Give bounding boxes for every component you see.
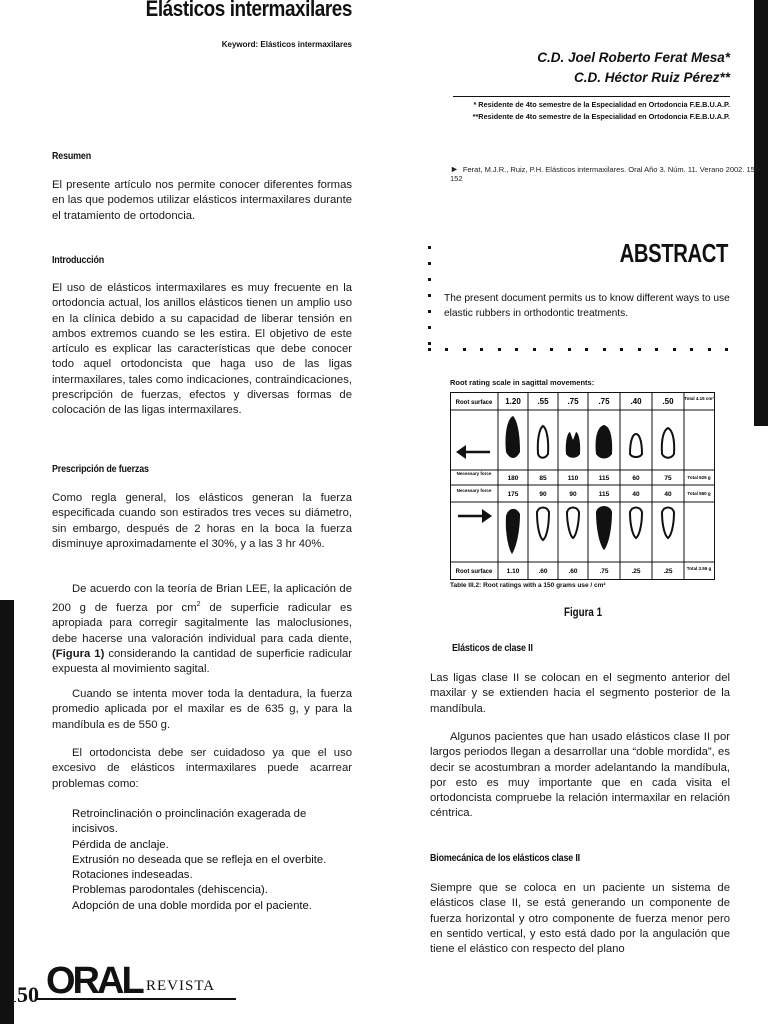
author-1: C.D. Joel Roberto Ferat Mesa* (537, 50, 730, 65)
abstract-heading: ABSTRACT (619, 238, 728, 268)
prescripcion-p2 (52, 582, 352, 678)
prescripcion-p2-b: de superficie radicular es apropiada para corregir sagitalmente las maloclusiones, debe hacerse una valoración individual para cada diente, (52, 602, 352, 645)
lower-force: 90 (569, 491, 577, 498)
affiliation-2: **Residente de 4to semestre de la Especialidad en Ortodoncia F.E.B.U.A.P. (472, 112, 730, 121)
bottom-value: .25 (631, 568, 641, 575)
prescripcion-p2-a: De acuerdo con la teoría de Brian LEE, la aplicación de 200 g de fuerza por cm (52, 583, 352, 615)
prescripcion-p1: Como regla general, los elásticos generan la fuerza especificada cuando son estirados tres veces su diámetro, sin embargo, después de 2 horas en la boca la fuerza disminuye aproximadamente el 30%, y a las 3 hr 40%. (52, 492, 352, 550)
upper-force: 60 (632, 475, 640, 482)
oral-logo: ORAL (46, 960, 142, 1002)
necessary-force-label-2: Necessary force (456, 488, 492, 493)
citation-text: Ferat, M.J.R., Ruiz, P.H. Elásticos intermaxilares. Oral Año 3. Núm. 11. Verano 2002. 150-152 (450, 165, 762, 183)
page-number: 150 (6, 982, 39, 1007)
lower-force: 115 (598, 491, 610, 498)
upper-force: 85 (539, 475, 547, 482)
lower-force: 40 (632, 491, 640, 498)
table-caption: Table III.2: Root ratings with a 150 grams use / cm² (450, 582, 606, 589)
keyword-line: Keyword: Elásticos intermaxilares (221, 40, 352, 49)
clase2-p2: Algunos pacientes que han usado elásticos clase II por largos periodos llegan a desarrollar una “doble mordida”, es decir se acostumbran a morder adelantando la mandíbula, por esto es muy importante que en cada visita el ortodoncista compruebe la relación intermaxilar en relación céntrica. (430, 731, 730, 820)
figure-caption: Root rating scale in sagittal movements: (450, 378, 595, 387)
bottom-value: .75 (599, 568, 609, 575)
lower-total: Total 550 g (687, 491, 711, 496)
list-item: Retroinclinación o proinclinación exagerada de incisivos. (72, 808, 307, 836)
top-value: 1.20 (505, 397, 521, 406)
top-value: .55 (537, 397, 549, 406)
root-rating-table (450, 392, 715, 580)
citation (450, 164, 768, 183)
left-arrow-icon (456, 445, 490, 459)
top-total: Total 4.15 cm² (684, 396, 714, 401)
lower-force: 175 (507, 491, 519, 498)
top-value: .50 (662, 397, 674, 406)
abstract-dots-horizontal (428, 348, 728, 354)
prescripcion-heading: Prescripción de fuerzas (52, 463, 149, 475)
bottom-value: .60 (568, 568, 578, 575)
bottom-total: Total 3.55 g (686, 566, 712, 571)
list-item: Adopción de una doble mordida por el paciente. (72, 899, 312, 912)
author-rule (453, 96, 730, 97)
upper-force: 180 (507, 475, 519, 482)
upper-total: Total 625 g (687, 475, 711, 480)
upper-force: 75 (664, 475, 672, 482)
problems-list (72, 807, 352, 914)
intro-text: El uso de elásticos intermaxilares es muy frecuente en la ortodoncia actual, los anillos elásticos tienen un amplio uso en la clínica debido a su capacidad de liberar tensión en ambos extremos cuando se les estira. El objetivo de este artículo es explicar las características que debe conocer todo aquel ortodoncista que haga uso de las ligas intermaxilares, tales como indicaciones, contraindicaciones, prescripción de fuerzas, efectos y diversas formas de colocación de las ligas intermaxilares. (52, 282, 352, 417)
prescripcion-p4: El ortodoncista debe ser cuidadoso ya que el uso excesivo de elásticos intermaxilares puede acarrear problemas como: (52, 747, 352, 790)
bottom-value: .60 (538, 568, 548, 575)
prescripcion-p2-c: considerando la cantidad de superficie radicular expuesta al movimiento sagital. (52, 647, 352, 676)
top-value: .40 (630, 397, 642, 406)
prescripcion-p3: Cuando se intenta mover toda la dentadura, la fuerza promedio aplicada por el maxilar es de 635 g, y para la mandíbula es de 550 g. (52, 688, 352, 731)
upper-force: 110 (567, 475, 579, 482)
lower-force: 90 (539, 491, 547, 498)
figura-reference: (Figura 1) (52, 647, 105, 660)
clase2-p1: Las ligas clase II se colocan en el segmento anterior del maxilar y se extienden hacia el segmento posterior de la mandíbula. (430, 672, 730, 715)
bottom-row-label: Root surface (455, 569, 493, 575)
right-arrow-icon (458, 509, 492, 523)
list-item: Rotaciones indeseadas. (72, 869, 193, 882)
list-item: Extrusión no deseada que se refleja en el overbite. (72, 853, 327, 866)
right-edge-tab (754, 0, 768, 426)
author-2: C.D. Héctor Ruiz Pérez** (573, 70, 730, 85)
intro-heading: Introducción (52, 254, 105, 266)
top-row-label: Root surface (455, 400, 493, 406)
clase2-heading: Elásticos de clase II (452, 642, 533, 654)
top-value: .75 (567, 397, 579, 406)
list-item: Problemas parodontales (dehiscencia). (72, 884, 268, 897)
upper-teeth-icons (505, 416, 674, 459)
bottom-value: 1.10 (506, 568, 520, 575)
arrow-icon: ► (450, 164, 459, 174)
resumen-heading: Resumen (52, 150, 91, 162)
upper-force: 115 (598, 475, 610, 482)
biomecanica-heading: Biomecánica de los elásticos clase II (430, 852, 580, 864)
abstract-text: The present document permits us to know different ways to use elastic rubbers in orthodontic treatments. (444, 293, 730, 319)
abstract-dots-vertical (428, 246, 434, 358)
left-edge-tab (0, 600, 14, 1024)
cm2-superscript: 2 (196, 601, 201, 609)
figura-label: Figura 1 (564, 607, 603, 619)
bottom-value: .25 (663, 568, 673, 575)
lower-force: 40 (664, 491, 672, 498)
affiliation-1: * Residente de 4to semestre de la Especialidad en Ortodoncia F.E.B.U.A.P. (473, 100, 730, 109)
article-title: Elásticos intermaxilares (145, 0, 352, 21)
resumen-text: El presente artículo nos permite conocer diferentes formas en las que podemos utilizar elásticos intermaxilares durante el tratamiento de ortodoncia. (52, 179, 352, 222)
top-value: .75 (598, 397, 610, 406)
lower-teeth-icons (506, 506, 674, 554)
necessary-force-label-1: Necessary force (456, 471, 492, 476)
revista-label: REVISTA (146, 978, 216, 994)
list-item: Pérdida de anclaje. (72, 838, 169, 851)
biomecanica-p1: Siempre que se coloca en un paciente un sistema de elásticos clase II, se está generando un componente de fuerza horizontal y otro componente de fuerza menor pero en sentido vertical, y esto está dado por la angulación que tiene el elástico con respecto del plano (430, 882, 730, 956)
